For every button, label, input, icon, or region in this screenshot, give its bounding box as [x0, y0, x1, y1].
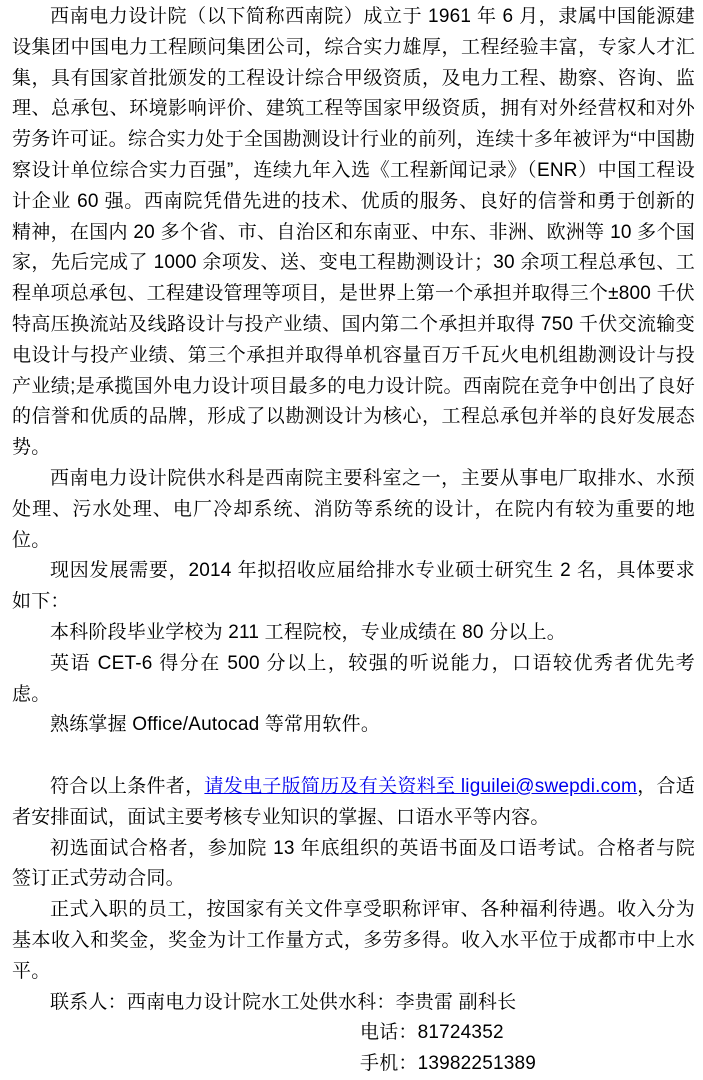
paragraph-application — [12, 772, 695, 834]
paragraph-requirement-software: 熟练掌握 Office/Autocad 等常用软件。 — [50, 714, 381, 736]
paragraph-benefits: 正式入职的员工，按国家有关文件享受职称评审、各种福利待遇。收入分为基本收入和奖金，奖金为计工作量方式，多劳多得。收入水平位于成都市中上水平。 — [12, 899, 695, 982]
paragraph-interview: 初选面试合格者，参加院 13 年底组织的英语书面及口语考试。合格者与院签订正式劳动合同。 — [12, 837, 695, 890]
contact-mobile-line: 手机：13982251389 — [360, 1053, 537, 1075]
paragraph-requirement-school: 本科阶段毕业学校为 211 工程院校，专业成绩在 80 分以上。 — [50, 621, 566, 643]
paragraph-water-supply-dept: 西南电力设计院供水科是西南院主要科室之一，主要从事电厂取排水、水预处理、污水处理、电厂冷却系统、消防等系统的设计，在院内有较为重要的地位。 — [12, 467, 695, 551]
paragraph-recruitment-need: 现因发展需要，2014 年拟招收应届给排水专业硕士研究生 2 名，具体要求如下： — [12, 560, 695, 613]
application-text-after: ，合适者安排面试，面试主要考核专业知识的掌握、口语水平等内容。 — [12, 775, 695, 828]
paragraph-intro: 西南电力设计院（以下简称西南院）成立于 1961 年 6 月，隶属中国能源建设集团中国电力工程顾问集团公司，综合实力雄厚，工程经验丰富，专家人才汇集，具有国家首批颁发的工程设计综合甲级资质，及电力工程、勘察、咨询、监理、总承包、环境影响评价、建筑工程等国家甲级资质，拥有对外经营权和对外劳务许可证。综合实力处于全国勘测设计行业的前列，连续十多年被评为“中国勘察设计单位综合实力百强”，连续九年入选《工程新闻记录》（ENR）中国工程设计企业 60 强。西南院凭借先进的技术、优质的服务、良好的信誉和勇于创新的精神，在国内 20 多个省、市、自治区和东南亚、中东、非洲、欧洲等 10 多个国家，先后完成了 1000 余项发、送、变电工程勘测设计；30 余项工程总承包、工程单项总承包、工程建设管理等项目，是世界上第一个承担并取得三个±800 千伏特高压换流站及线路设计与投产业绩、国内第二个承担并取得 750 千伏交流输变电设计与投产业绩、第三个承担并取得单机容量百万千瓦火电机组勘测设计与投产业绩;是承揽国外电力设计项目最多的电力设计院。西南院在竞争中创出了良好的信誉和优质的品牌，形成了以勘测设计为核心，工程总承包并举的良好发展态势。 — [12, 6, 695, 459]
application-text-before: 符合以上条件者， — [50, 775, 205, 797]
contact-person-line: 联系人：西南电力设计院水工处供水科：李贵雷 副科长 — [50, 991, 517, 1013]
email-link[interactable]: 请发电子版简历及有关资料至 liguilei@swepdi.com — [204, 775, 638, 797]
paragraph-requirement-english: 英语 CET-6 得分在 500 分以上，较强的听说能力，口语较优秀者优先考虑。 — [12, 652, 695, 705]
contact-phone-line: 电话：81724352 — [360, 1022, 504, 1044]
